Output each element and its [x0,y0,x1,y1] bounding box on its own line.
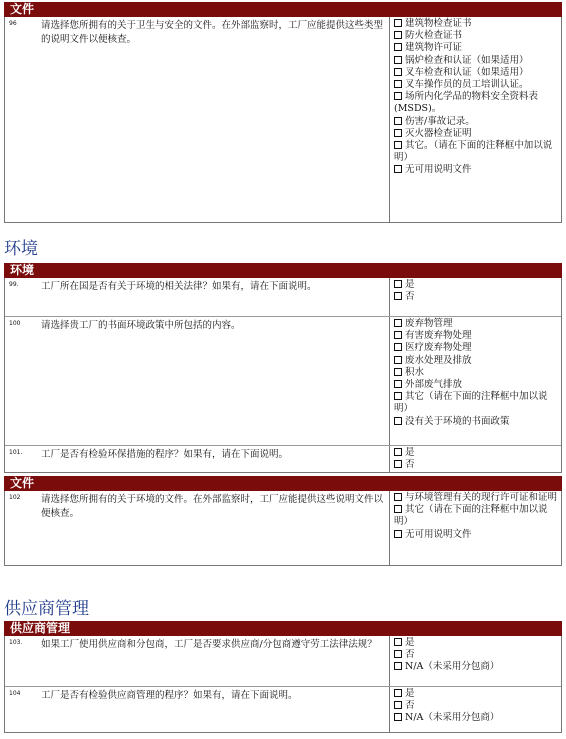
checkbox-icon[interactable] [394,92,402,100]
option-checkbox[interactable]: 场所内化学品的物料安全资料表(MSDS)。 [394,91,539,115]
option-checkbox[interactable]: 无可用说明文件 [394,529,557,541]
checkbox-icon[interactable] [394,417,402,425]
checkbox-icon[interactable] [394,19,402,27]
checkbox-icon[interactable] [394,662,402,670]
option-checkbox[interactable]: 外部废气排放 [394,379,557,391]
checkbox-icon[interactable] [394,505,402,513]
checkbox-icon[interactable] [394,280,402,288]
option-checkbox[interactable]: N/A（未采用分包商） [394,661,557,673]
section-title-supplier: 供应商管理 [4,599,89,619]
option-checkbox[interactable]: 积水 [394,367,557,379]
supplier-table [4,636,562,733]
checkbox-icon[interactable] [394,117,402,125]
question-number: 99. [9,281,19,288]
options-103 [389,636,561,686]
options-104 [389,687,561,732]
option-checkbox[interactable]: 有害废弃物处理 [394,330,557,342]
options-101 [389,446,561,472]
checkbox-icon[interactable] [394,448,402,456]
option-checkbox[interactable]: 灭火器检查证明 [394,128,557,140]
checkbox-icon[interactable] [394,141,402,149]
question-text: 请选择贵工厂的书面环境政策中所包括的内容。 [41,320,241,331]
question-text: 请选择您所拥有的关于卫生与安全的文件。在外部监察时，工厂应能提供这些类型的说明文件以便核查。 [41,20,384,45]
checkbox-icon[interactable] [394,689,402,697]
options-96 [389,17,561,223]
question-number: 100 [9,320,21,327]
checkbox-icon[interactable] [394,31,402,39]
question-text: 请选择您所拥有的关于环境的文件。在外部监察时，工厂应能提供这些说明文件以便核查。 [41,494,384,519]
option-checkbox[interactable]: 建筑物检查证书 [394,18,557,30]
question-number: 104 [9,690,21,697]
checkbox-icon[interactable] [394,493,402,501]
question-row-101 [5,445,561,472]
options-100 [389,317,561,445]
option-checkbox[interactable]: 叉车操作员的员工培训认证。 [394,79,557,91]
option-checkbox[interactable]: 叉车检查和认证（如果适用） [394,67,557,79]
option-checkbox[interactable]: 废弃物管理 [394,318,557,330]
option-checkbox[interactable]: 否 [394,291,557,303]
option-checkbox[interactable]: 否 [394,700,557,712]
documents-table [4,17,562,223]
checkbox-icon[interactable] [394,129,402,137]
question-number: 96 [9,20,17,27]
checkbox-icon[interactable] [394,165,402,173]
environment-table [4,278,562,473]
checkbox-icon[interactable] [394,331,402,339]
option-checkbox[interactable]: 没有关于环境的书面政策 [394,416,557,428]
section-header-supplier: 供应商管理 [4,621,562,636]
checkbox-icon[interactable] [394,368,402,376]
checkbox-icon[interactable] [394,68,402,76]
question-number: 103. [9,639,23,646]
section-title-environment: 环境 [4,239,38,259]
options-102 [389,491,561,565]
option-checkbox[interactable]: 否 [394,649,557,661]
checkbox-icon[interactable] [394,530,402,538]
option-checkbox[interactable]: 锅炉检查和认证（如果适用） [394,55,557,67]
question-text: 工厂是否有检验供应商管理的程序？如果有，请在下面说明。 [41,690,298,701]
option-checkbox[interactable]: 是 [394,637,557,649]
section-header-documents: 文件 [4,2,562,17]
option-checkbox[interactable]: 否 [394,459,557,471]
option-checkbox[interactable]: 与环境管理有关的现行许可证和证明 [394,492,557,504]
checkbox-icon[interactable] [394,56,402,64]
checkbox-icon[interactable] [394,80,402,88]
question-row-102 [5,491,561,565]
checkbox-icon[interactable] [394,380,402,388]
option-checkbox[interactable]: 无可用说明文件 [394,164,557,176]
checkbox-icon[interactable] [394,392,402,400]
section-header-environment: 环境 [4,263,562,278]
checkbox-icon[interactable] [394,43,402,51]
checkbox-icon[interactable] [394,292,402,300]
option-checkbox[interactable]: 其它（请在下面的注释框中加以说明） [394,504,548,528]
question-row-99 [5,278,561,316]
question-row-96 [5,17,561,223]
question-row-100 [5,316,561,445]
option-checkbox[interactable]: 其它。（请在下面的注释框中加以说明） [394,140,553,164]
question-row-104 [5,686,561,732]
checkbox-icon[interactable] [394,713,402,721]
question-row-103 [5,636,561,686]
checkbox-icon[interactable] [394,319,402,327]
question-number: 102 [9,494,21,501]
checkbox-icon[interactable] [394,701,402,709]
option-checkbox[interactable]: 伤害/事故记录。 [394,116,557,128]
checkbox-icon[interactable] [394,460,402,468]
option-checkbox[interactable]: 是 [394,688,557,700]
question-text: 如果工厂使用供应商和分包商，工厂是否要求供应商/分包商遵守劳工法律法规？ [41,639,377,650]
checkbox-icon[interactable] [394,650,402,658]
option-checkbox[interactable]: 防火检查证书 [394,30,557,42]
option-checkbox[interactable]: N/A（未采用分包商） [394,712,557,724]
option-checkbox[interactable]: 医疗废弃物处理 [394,342,557,354]
checkbox-icon[interactable] [394,343,402,351]
option-checkbox[interactable]: 其它（请在下面的注释框中加以说明） [394,391,548,415]
question-text: 工厂所在国是否有关于环境的相关法律？如果有，请在下面说明。 [41,281,317,292]
option-checkbox[interactable]: 废水处理及排放 [394,355,557,367]
option-checkbox[interactable]: 建筑物许可证 [394,42,557,54]
option-checkbox[interactable]: 是 [394,447,557,459]
checkbox-icon[interactable] [394,638,402,646]
question-number: 101. [9,449,23,456]
environment-documents-table [4,491,562,566]
checkbox-icon[interactable] [394,356,402,364]
question-text: 工厂是否有检验环保措施的程序？如果有，请在下面说明。 [41,449,289,460]
option-checkbox[interactable]: 是 [394,279,557,291]
section-header-documents-env: 文件 [4,476,562,491]
options-99 [389,278,561,316]
